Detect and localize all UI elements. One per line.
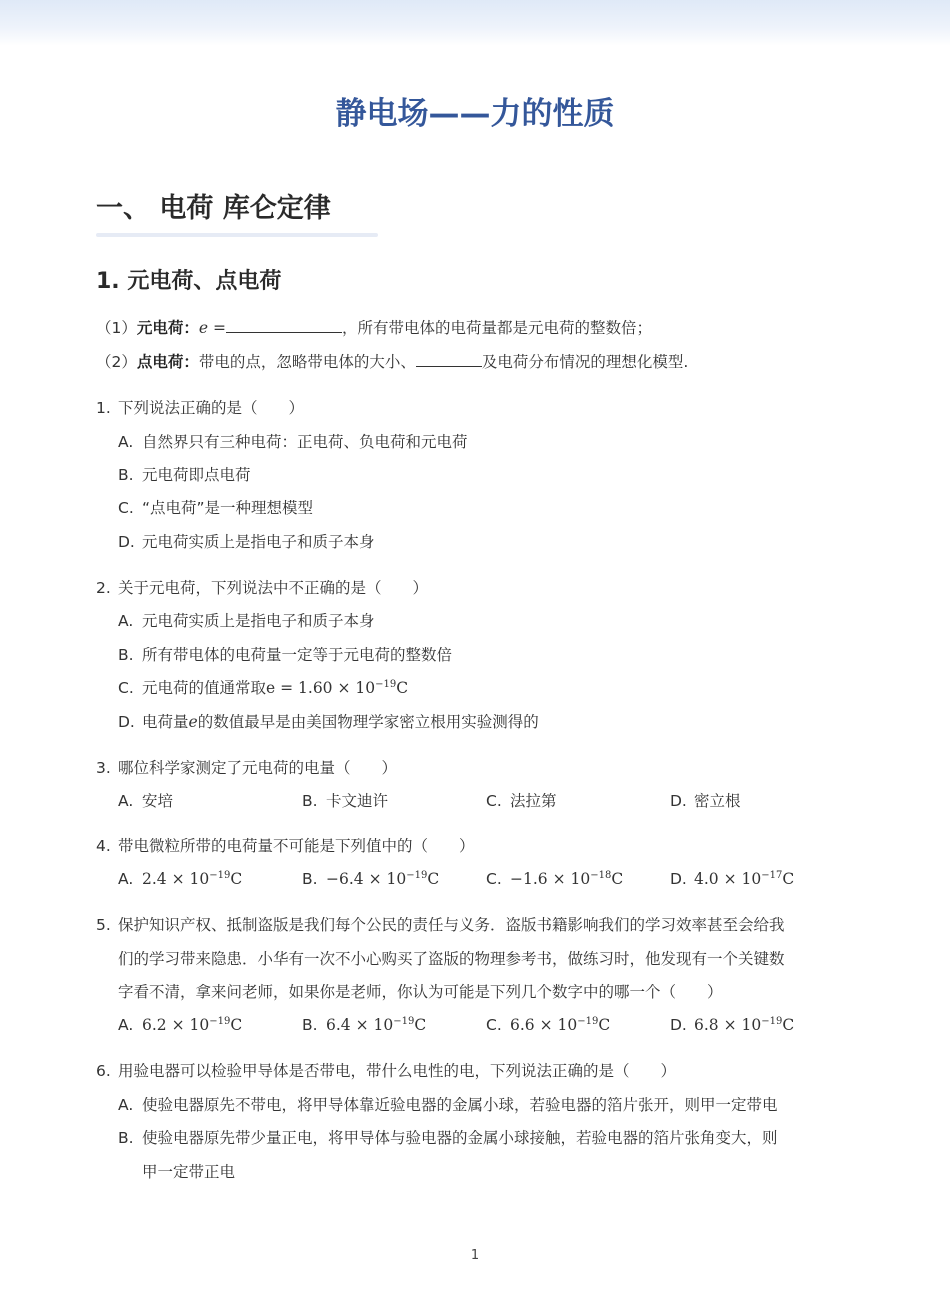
math-unit: C [611,870,624,888]
question-5-stem [96,913,785,937]
option-label: C. [486,792,502,810]
option-label: C. [118,679,134,697]
question-4-stem [96,834,475,858]
question-number: 1. [96,399,111,417]
math-exponent: −19 [375,678,397,690]
option-text: 安培 [142,792,174,810]
definition-prefix: （1） [96,319,137,337]
question-2-option-b[interactable] [118,643,452,667]
option-label: A. [118,870,134,888]
option-text: 元电荷实质上是指电子和质子本身 [142,612,375,630]
question-1-option-a[interactable] [118,430,468,454]
option-label: D. [670,870,687,888]
math-unit: C [230,870,243,888]
question-4-option-d[interactable] [670,867,794,891]
math-expression: 6.2 × 10 [142,1016,210,1034]
subsection-heading: 1. 元电荷、点电荷 [96,269,282,294]
definition-text: 及电荷分布情况的理想化模型. [481,353,689,371]
math-exponent: −17 [761,869,783,881]
option-label: B. [118,466,134,484]
option-text: 卡文迪许 [326,792,389,810]
question-number: 5. [96,916,111,934]
definition-point-charge [96,350,688,374]
option-label: D. [670,792,687,810]
math-expression: e = 1.60 × 10 [266,679,376,697]
question-6-option-b[interactable] [118,1126,778,1150]
definition-term: 元电荷： [136,319,199,337]
question-1-option-d[interactable] [118,530,375,554]
question-3-option-a[interactable] [118,789,173,813]
math-unit: C [396,679,409,697]
answer-blank[interactable] [416,350,482,367]
math-expression: 6.8 × 10 [694,1016,762,1034]
question-3-option-b[interactable] [302,789,388,813]
question-text: 下列说法正确的是（ ） [118,399,305,417]
document-title: 静电场——力的性质 [335,96,615,132]
section-heading: 一、 电荷 库仑定律 [96,193,331,224]
question-5-stem-line-3: 字看不清，拿来问老师，如果你是老师，你认为可能是下列几个数字中的哪一个（ ） [118,983,723,1001]
question-3-option-d[interactable] [670,789,741,813]
option-text: 元电荷实质上是指电子和质子本身 [142,533,375,551]
question-6-option-a[interactable] [118,1093,778,1117]
option-label: C. [118,499,134,517]
math-expression: 6.4 × 10 [326,1016,394,1034]
option-label: B. [302,1016,318,1034]
math-expression: 2.4 × 10 [142,870,210,888]
definition-text: 带电的点，忽略带电体的大小、 [198,353,416,371]
option-text: 电荷量 [142,713,189,731]
option-text: 密立根 [694,792,741,810]
question-6-option-b-continuation: 甲一定带正电 [142,1163,236,1181]
option-label: A. [118,1016,134,1034]
answer-blank[interactable] [226,316,342,333]
question-3-stem [96,756,397,780]
question-5-option-a[interactable] [118,1013,242,1037]
option-label: D. [118,533,135,551]
definition-text: ，所有带电体的电荷量都是元电荷的整数倍； [341,319,652,337]
question-5-option-b[interactable] [302,1013,426,1037]
math-exponent: −19 [577,1015,599,1027]
question-2-stem [96,576,428,600]
math-exponent: −19 [406,869,428,881]
option-label: B. [302,792,318,810]
math-expression: 4.0 × 10 [694,870,762,888]
option-text: 法拉第 [510,792,557,810]
math-expression: −6.4 × 10 [326,870,407,888]
math-unit: C [782,1016,795,1034]
question-2-option-d[interactable] [118,710,539,734]
question-number: 6. [96,1062,111,1080]
math-unit: C [598,1016,611,1034]
question-text: 哪位科学家测定了元电荷的电量（ ） [118,759,398,777]
math-unit: C [230,1016,243,1034]
option-label: A. [118,1096,134,1114]
header-band [0,0,950,46]
option-label: D. [670,1016,687,1034]
definition-elementary-charge [96,316,652,340]
option-label: D. [118,713,135,731]
question-1-option-c[interactable] [118,496,313,520]
question-text: 带电微粒所带的电荷量不可能是下列值中的（ ） [118,837,475,855]
question-2-option-a[interactable] [118,609,375,633]
math-expression: e = [198,319,226,337]
math-expression: 6.6 × 10 [510,1016,578,1034]
definition-prefix: （2） [96,353,137,371]
question-text: 用验电器可以检验甲导体是否带电，带什么电性的电，下列说法正确的是（ ） [118,1062,677,1080]
question-5-option-c[interactable] [486,1013,610,1037]
question-text: 关于元电荷，下列说法中不正确的是（ ） [118,579,429,597]
math-unit: C [782,870,795,888]
option-label: A. [118,433,134,451]
question-5-stem-line-2: 们的学习带来隐患．小华有一次不小心购买了盗版的物理参考书，做练习时，他发现有一个关键数 [118,950,785,968]
question-2-option-c[interactable] [118,676,408,700]
option-label: C. [486,1016,502,1034]
question-4-option-b[interactable] [302,867,439,891]
option-text: “点电荷”是一种理想模型 [142,499,314,517]
question-number: 4. [96,837,111,855]
option-text: 自然界只有三种电荷：正电荷、负电荷和元电荷 [142,433,468,451]
option-text: 使验电器原先不带电，将甲导体靠近验电器的金属小球，若验电器的箔片张开，则甲一定带电 [142,1096,778,1114]
option-label: A. [118,792,134,810]
math-exponent: −19 [761,1015,783,1027]
option-text: 所有带电体的电荷量一定等于元电荷的整数倍 [142,646,453,664]
math-exponent: −19 [209,869,231,881]
option-text: 元电荷的值通常取 [142,679,267,697]
math-unit: C [427,870,440,888]
math-exponent: −19 [209,1015,231,1027]
math-exponent: −18 [590,869,612,881]
question-3-option-c[interactable] [486,789,557,813]
definition-term: 点电荷： [136,353,199,371]
option-text: 元电荷即点电荷 [142,466,251,484]
math-exponent: −19 [393,1015,415,1027]
question-6-stem [96,1059,676,1083]
math-symbol: e [188,713,198,731]
option-label: B. [118,646,134,664]
page-number: 1 [470,1248,480,1263]
question-4-option-c[interactable] [486,867,623,891]
math-expression: −1.6 × 10 [510,870,591,888]
option-text: 的数值最早是由美国物理学家密立根用实验测得的 [197,713,539,731]
question-1-option-b[interactable] [118,463,251,487]
question-4-option-a[interactable] [118,867,242,891]
option-label: B. [118,1129,134,1147]
question-5-option-d[interactable] [670,1013,794,1037]
section-underline [96,233,378,237]
question-number: 2. [96,579,111,597]
math-unit: C [414,1016,427,1034]
question-1-stem [96,396,304,420]
question-text: 保护知识产权、抵制盗版是我们每个公民的责任与义务．盗版书籍影响我们的学习效率甚至会给我 [118,916,785,934]
option-text: 使验电器原先带少量正电，将甲导体与验电器的金属小球接触，若验电器的箔片张角变大，则 [142,1129,778,1147]
option-label: C. [486,870,502,888]
question-number: 3. [96,759,111,777]
option-label: A. [118,612,134,630]
option-label: B. [302,870,318,888]
